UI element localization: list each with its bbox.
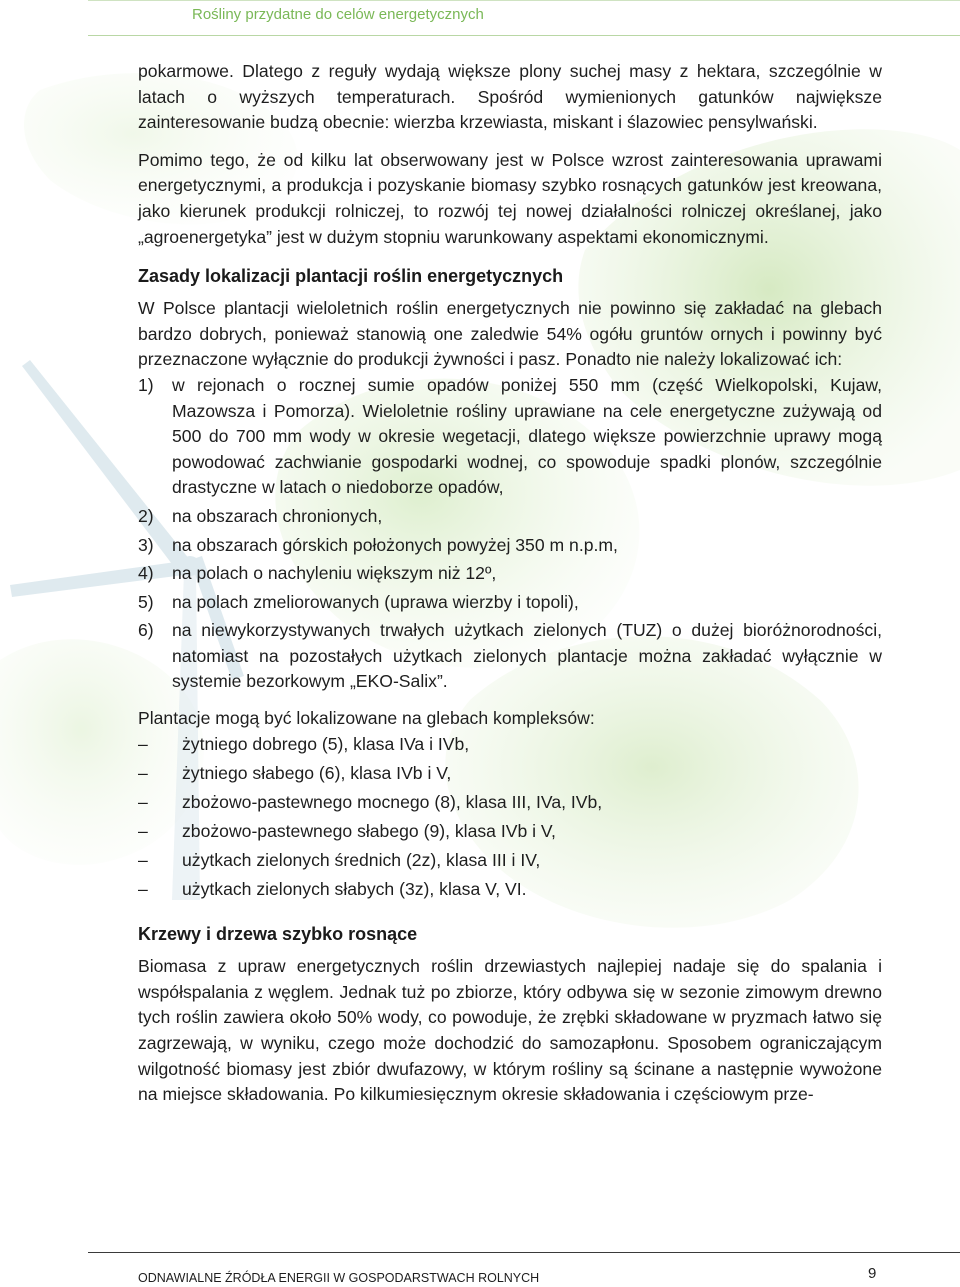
list-item (138, 533, 882, 559)
shrubs-paragraph: Biomasa z upraw energetycznych roślin drzewiastych najlepiej nadaje się do spalania i współspalania z węglem. Jednak tuż po zbiorze, który odbywa się w sezonie zimowym drewno tych roślin zawiera około 50% wody, co powoduje, że zrębki składowane w pryzmach łatwo się zagrzewają, w wyniku, czego może dochodzić do samozapłonu. Sposobem ograniczającym wilgotność biomasy jest zbiór dwufazowy, w którym rośliny są ścinane a następnie wywożone na miejsce składowania. Po kilkumiesięcznym okresie składowania i częściowym prze- (138, 956, 882, 1105)
section-heading-location: Zasady lokalizacji plantacji roślin energetycznych (138, 266, 564, 287)
list-item (138, 877, 882, 903)
list-item (138, 848, 882, 874)
list-number: 1) (138, 374, 154, 395)
list-item (138, 761, 882, 787)
running-header-title: Rośliny przydatne do celów energetycznych (192, 6, 484, 23)
list-dash: – (138, 820, 148, 841)
list-item-text: zbożowo-pastewnego słabego (9), klasa IVb i V, (182, 820, 556, 841)
list-item (138, 618, 882, 695)
list-number: 2) (138, 505, 154, 526)
list-item (138, 819, 882, 845)
list-item (138, 504, 882, 530)
paragraph-agroenergy: Pomimo tego, że od kilku lat obserwowany jest w Polsce wzrost zainteresowania uprawami energetycznymi, a produkcja i pozyskanie biomasy szybko rosnących gatunków jest kreowana, jako kierunek produkcji rolniczej, to rozwój tej nowej działalności rolniczej określanej, jako „agroenergetyka” jest w dużym stopniu warunkowany aspektami ekonomicznymi. (138, 149, 882, 247)
list-item-text: użytkach zielonych średnich (2z), klasa III i IV, (182, 850, 541, 871)
soil-complex-list (138, 732, 882, 903)
list-item-text: na polach o nachyleniu większym niż 12º, (172, 563, 497, 584)
location-restrictions-list (138, 373, 882, 695)
list-item (138, 561, 882, 587)
list-dash: – (138, 850, 148, 871)
list-number: 6) (138, 620, 154, 641)
page-number: 9 (868, 1265, 877, 1282)
running-header (88, 0, 960, 36)
footer-publication-title: ODNAWIALNE ŹRÓDŁA ENERGII W GOSPODARSTWACH ROLNYCH (138, 1271, 540, 1285)
list-item (138, 732, 882, 758)
list-item-text: w rejonach o rocznej sumie opadów poniżej 550 mm (część Wielkopolski, Kujaw, Mazowsza i Pomorza). Wieloletnie rośliny uprawiane na cele energetyczne zużywają od 500 do 700 mm wody w okresie wegetacji, dlatego większe powierzchnie uprawy mogą powodować zachwianie gospodarki wodnej, co spowoduje spadki plonów, szczególnie drastyczne w latach o niedoborze opadów, (172, 374, 882, 498)
footer-rule (88, 1252, 960, 1253)
main-text (138, 59, 882, 1108)
list-item-text: na obszarach chronionych, (172, 505, 383, 526)
list-item (138, 373, 882, 501)
list-dash: – (138, 733, 148, 754)
list-item-text: użytkach zielonych słabych (3z), klasa V, VI. (182, 879, 527, 900)
list-item-text: żytniego słabego (6), klasa IVb i V, (182, 762, 452, 783)
list-dash: – (138, 879, 148, 900)
list-number: 4) (138, 563, 154, 584)
list-item (138, 790, 882, 816)
list-number: 5) (138, 591, 154, 612)
list-item-text: na niewykorzystywanych trwałych użytkach zielonych (TUZ) o dużej bioróżnorodności, natomiast na pozostałych użytkach zielonych plantacje można zakładać wyłącznie w systemie bezorkowym „EKO-Salix”. (172, 620, 882, 692)
section-heading-shrubs: Krzewy i drzewa szybko rosnące (138, 924, 418, 945)
list-dash: – (138, 791, 148, 812)
list-item-text: na polach zmeliorowanych (uprawa wierzby i topoli), (172, 591, 579, 612)
list-item-text: na obszarach górskich położonych powyżej 350 m n.p.m, (172, 534, 618, 555)
soil-complex-intro: Plantacje mogą być lokalizowane na glebach kompleksów: (138, 708, 595, 729)
list-item-text: żytniego dobrego (5), klasa IVa i IVb, (182, 733, 470, 754)
list-dash: – (138, 762, 148, 783)
location-paragraph: W Polsce plantacji wieloletnich roślin energetycznych nie powinno się zakładać na glebach bardzo dobrych, ponieważ stanowią one zaledwie 54% ogółu gruntów ornych i powinny być przeznaczone wyłącznie do produkcji żywności i pasz. Ponadto nie należy lokalizować ich: (138, 298, 882, 370)
list-item (138, 590, 882, 616)
list-number: 3) (138, 534, 154, 555)
intro-paragraph: pokarmowe. Dlatego z reguły wydają większe plony suchej masy z hektara, szczególnie w latach o wyższych temperaturach. Spośród wymienionych gatunków największe zainteresowanie budzą obecnie: wierzba krzewiasta, miskant i ślazowiec pensylwański. (138, 61, 882, 133)
list-item-text: zbożowo-pastewnego mocnego (8), klasa III, IVa, IVb, (182, 791, 603, 812)
